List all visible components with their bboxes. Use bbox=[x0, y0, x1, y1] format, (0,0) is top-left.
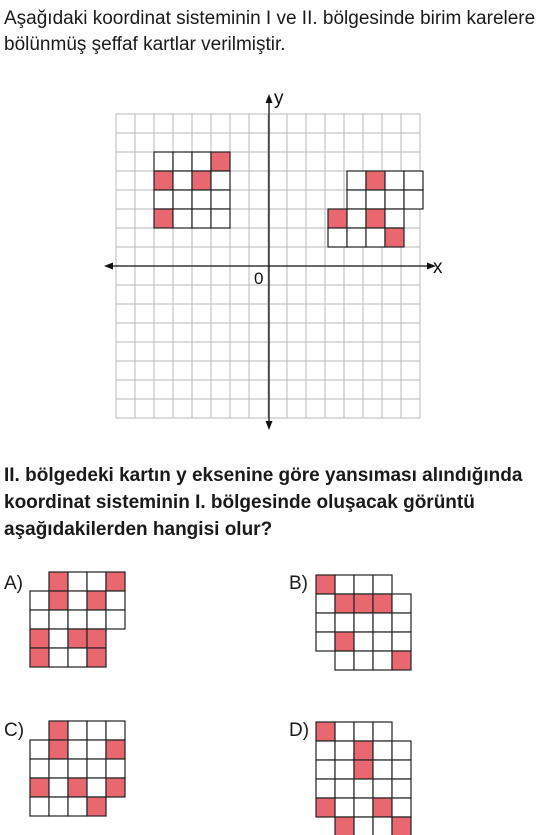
empty-cell bbox=[404, 190, 423, 209]
option-b-label: B) bbox=[289, 573, 308, 594]
empty-cell bbox=[335, 741, 354, 760]
empty-cell bbox=[68, 740, 87, 759]
empty-cell bbox=[373, 632, 392, 651]
filled-cell bbox=[211, 152, 230, 171]
filled-cell bbox=[328, 209, 347, 228]
question-text: II. bölgedeki kartın y eksenine göre yansıması alındığında koordinat sisteminin I. bölgesinde oluşacak görüntü aşağıdakilerden hangisi olur? bbox=[4, 465, 523, 540]
empty-cell bbox=[192, 152, 211, 171]
empty-cell bbox=[316, 594, 335, 613]
filled-cell bbox=[335, 594, 354, 613]
empty-cell bbox=[192, 209, 211, 228]
empty-cell bbox=[392, 779, 411, 798]
empty-cell bbox=[335, 575, 354, 594]
empty-cell bbox=[385, 190, 404, 209]
empty-cell bbox=[30, 797, 49, 816]
empty-cell bbox=[30, 759, 49, 778]
empty-cell bbox=[373, 575, 392, 594]
empty-cell bbox=[87, 759, 106, 778]
empty-cell bbox=[373, 760, 392, 779]
empty-cell bbox=[30, 740, 49, 759]
empty-cell bbox=[385, 209, 404, 228]
empty-cell bbox=[68, 572, 87, 591]
empty-cell bbox=[154, 190, 173, 209]
filled-cell bbox=[106, 740, 125, 759]
empty-cell bbox=[373, 722, 392, 741]
option-a-card[interactable] bbox=[28, 570, 133, 675]
quadrant-i-card bbox=[328, 171, 423, 247]
empty-cell bbox=[316, 779, 335, 798]
empty-cell bbox=[68, 648, 87, 667]
filled-cell bbox=[68, 778, 87, 797]
empty-cell bbox=[373, 779, 392, 798]
filled-cell bbox=[87, 629, 106, 648]
empty-cell bbox=[173, 190, 192, 209]
empty-cell bbox=[354, 798, 373, 817]
empty-cell bbox=[49, 610, 68, 629]
empty-cell bbox=[392, 594, 411, 613]
option-b-card[interactable] bbox=[314, 573, 419, 678]
empty-cell bbox=[68, 591, 87, 610]
empty-cell bbox=[347, 171, 366, 190]
empty-cell bbox=[30, 591, 49, 610]
filled-cell bbox=[385, 228, 404, 247]
empty-cell bbox=[373, 741, 392, 760]
filled-cell bbox=[354, 594, 373, 613]
empty-cell bbox=[385, 171, 404, 190]
empty-cell bbox=[366, 228, 385, 247]
filled-cell bbox=[316, 798, 335, 817]
filled-cell bbox=[87, 797, 106, 816]
empty-cell bbox=[335, 779, 354, 798]
origin-label: 0 bbox=[254, 269, 264, 288]
empty-cell bbox=[49, 759, 68, 778]
empty-cell bbox=[335, 651, 354, 670]
empty-cell bbox=[87, 740, 106, 759]
empty-cell bbox=[354, 779, 373, 798]
filled-cell bbox=[354, 741, 373, 760]
x-axis-label: x bbox=[433, 257, 443, 278]
empty-cell bbox=[392, 741, 411, 760]
filled-cell bbox=[49, 572, 68, 591]
option-d-label: D) bbox=[289, 720, 310, 741]
empty-cell bbox=[335, 798, 354, 817]
empty-cell bbox=[316, 760, 335, 779]
empty-cell bbox=[354, 613, 373, 632]
empty-cell bbox=[87, 610, 106, 629]
empty-cell bbox=[335, 722, 354, 741]
empty-cell bbox=[106, 759, 125, 778]
filled-cell bbox=[30, 629, 49, 648]
filled-cell bbox=[192, 171, 211, 190]
filled-cell bbox=[106, 572, 125, 591]
empty-cell bbox=[373, 613, 392, 632]
empty-cell bbox=[328, 228, 347, 247]
empty-cell bbox=[392, 760, 411, 779]
empty-cell bbox=[354, 575, 373, 594]
filled-cell bbox=[373, 594, 392, 613]
empty-cell bbox=[49, 629, 68, 648]
empty-cell bbox=[354, 817, 373, 835]
empty-cell bbox=[87, 721, 106, 740]
empty-cell bbox=[68, 721, 87, 740]
filled-cell bbox=[30, 648, 49, 667]
empty-cell bbox=[392, 798, 411, 817]
y-axis-top-arrow bbox=[266, 94, 273, 103]
empty-cell bbox=[316, 613, 335, 632]
empty-cell bbox=[106, 591, 125, 610]
empty-cell bbox=[173, 209, 192, 228]
filled-cell bbox=[316, 575, 335, 594]
empty-cell bbox=[392, 632, 411, 651]
empty-cell bbox=[366, 190, 385, 209]
filled-cell bbox=[49, 721, 68, 740]
filled-cell bbox=[87, 591, 106, 610]
empty-cell bbox=[316, 632, 335, 651]
filled-cell bbox=[335, 632, 354, 651]
x-axis-left-arrow bbox=[104, 263, 113, 270]
empty-cell bbox=[347, 228, 366, 247]
option-a-label: A) bbox=[4, 573, 23, 594]
option-d-card[interactable] bbox=[314, 720, 419, 835]
y-axis-bottom-arrow bbox=[266, 421, 273, 430]
filled-cell bbox=[373, 798, 392, 817]
empty-cell bbox=[373, 817, 392, 835]
filled-cell bbox=[49, 591, 68, 610]
empty-cell bbox=[87, 778, 106, 797]
filled-cell bbox=[354, 760, 373, 779]
filled-cell bbox=[68, 629, 87, 648]
empty-cell bbox=[192, 190, 211, 209]
empty-cell bbox=[49, 778, 68, 797]
empty-cell bbox=[211, 190, 230, 209]
empty-cell bbox=[354, 722, 373, 741]
empty-cell bbox=[106, 610, 125, 629]
intro-text: Aşağıdaki koordinat sisteminin I ve II. bölgesinde birim karelere bölünmüş şeffaf kartlar verilmiştir. bbox=[4, 8, 536, 55]
empty-cell bbox=[30, 610, 49, 629]
empty-cell bbox=[316, 741, 335, 760]
empty-cell bbox=[68, 797, 87, 816]
y-axis-label: y bbox=[274, 88, 284, 109]
empty-cell bbox=[404, 171, 423, 190]
filled-cell bbox=[154, 209, 173, 228]
filled-cell bbox=[106, 778, 125, 797]
empty-cell bbox=[49, 797, 68, 816]
filled-cell bbox=[392, 817, 411, 835]
filled-cell bbox=[316, 722, 335, 741]
quadrant-ii-card bbox=[154, 152, 230, 228]
filled-cell bbox=[87, 648, 106, 667]
filled-cell bbox=[366, 209, 385, 228]
empty-cell bbox=[87, 572, 106, 591]
filled-cell bbox=[30, 778, 49, 797]
empty-cell bbox=[373, 651, 392, 670]
filled-cell bbox=[49, 740, 68, 759]
empty-cell bbox=[106, 721, 125, 740]
empty-cell bbox=[347, 209, 366, 228]
empty-cell bbox=[211, 171, 230, 190]
option-c-card[interactable] bbox=[28, 719, 133, 824]
filled-cell bbox=[154, 171, 173, 190]
filled-cell bbox=[335, 817, 354, 835]
empty-cell bbox=[173, 171, 192, 190]
empty-cell bbox=[154, 152, 173, 171]
filled-cell bbox=[366, 171, 385, 190]
empty-cell bbox=[68, 759, 87, 778]
empty-cell bbox=[211, 209, 230, 228]
empty-cell bbox=[335, 760, 354, 779]
empty-cell bbox=[347, 190, 366, 209]
empty-cell bbox=[354, 632, 373, 651]
empty-cell bbox=[68, 610, 87, 629]
option-c-label: C) bbox=[4, 720, 25, 741]
empty-cell bbox=[354, 651, 373, 670]
filled-cell bbox=[392, 651, 411, 670]
empty-cell bbox=[49, 648, 68, 667]
empty-cell bbox=[335, 613, 354, 632]
empty-cell bbox=[392, 613, 411, 632]
empty-cell bbox=[173, 152, 192, 171]
